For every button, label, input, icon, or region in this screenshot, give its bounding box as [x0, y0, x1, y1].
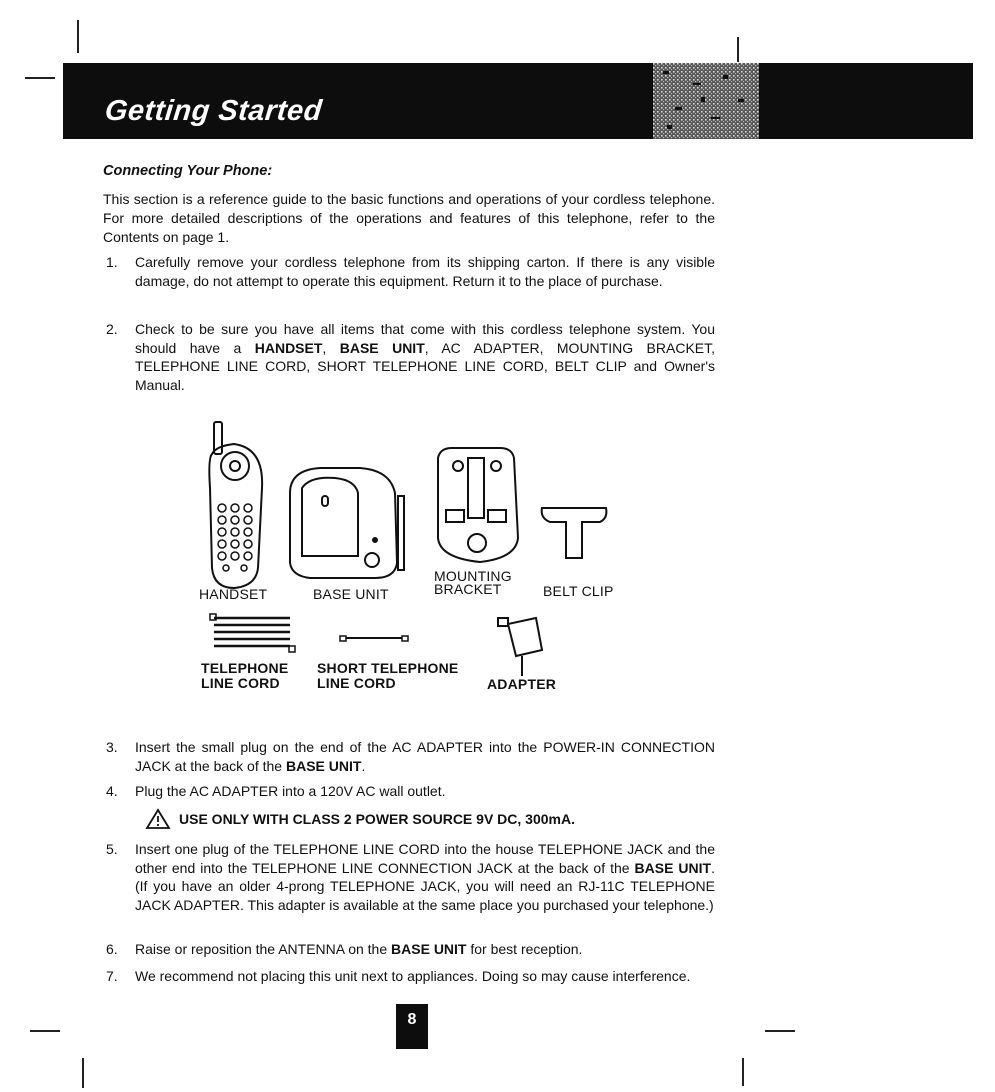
- intro-paragraph: This section is a reference guide to the basic functions and operations of your cordless telephone. For more detailed descriptions of the operations and features of this telephone, refer to the Contents on page 1.: [103, 191, 715, 245]
- step-text: We recommend not placing this unit next to appliances. Doing so may cause interference.: [135, 968, 691, 984]
- label-handset: HANDSET: [199, 586, 268, 602]
- list-item: [103, 840, 715, 934]
- base-unit-illustration: [290, 468, 404, 578]
- step-text: Plug the AC ADAPTER into a 120V AC wall outlet.: [135, 783, 446, 799]
- header-banner: [63, 63, 973, 139]
- step-text: Check to be sure you have all items that come with this cordless telephone system. You should have a HANDSET, BASE UNIT, AC ADAPTER, MOUNTING BRACKET, TELEPHONE LINE CORD, SHORT TELEPHONE LINE CORD, BELT CLIP and Owner's Manual.: [135, 321, 716, 393]
- step-number: 1.: [106, 254, 118, 270]
- step-number: 5.: [106, 841, 118, 857]
- power-warning: [145, 808, 575, 830]
- mounting-bracket-illustration: [438, 448, 518, 562]
- label-line-cord: LINE CORD: [201, 675, 280, 691]
- step-text: Carefully remove your cordless telephone from its shipping carton. If there is any visible damage, do not attempt to operate this equipment. Return it to the place of purchase.: [135, 254, 715, 289]
- contents-figure: [190, 418, 630, 708]
- list-item: [103, 320, 715, 396]
- page-number: 8: [396, 1004, 428, 1049]
- step-text: Insert the small plug on the end of the AC ADAPTER into the POWER-IN CONNECTION JACK at the back of the BASE UNIT.: [135, 739, 715, 774]
- step-text: Insert one plug of the TELEPHONE LINE CORD into the house TELEPHONE JACK and the other end into the TELEPHONE LINE CONNECTION JACK at the back of the BASE UNIT. (If you have an older 4-prong TELEPHONE JACK, you will need an RJ-11C TELEPHONE JACK ADAPTER. This adapter is available at the same place you purchased your telephone.): [135, 841, 715, 913]
- list-item: [103, 738, 715, 776]
- ac-adapter-illustration: [498, 618, 542, 676]
- label-telephone: TELEPHONE: [201, 660, 289, 676]
- warning-text: USE ONLY WITH CLASS 2 POWER SOURCE 9V DC, 300mA.: [179, 811, 575, 827]
- short-line-cord-illustration: [340, 636, 408, 641]
- label-short-line-cord: LINE CORD: [317, 675, 396, 691]
- label-belt-clip: BELT CLIP: [543, 583, 614, 599]
- label-short-telephone: SHORT TELEPHONE: [317, 660, 459, 676]
- crop-mark: [742, 1058, 744, 1086]
- belt-clip-illustration: [542, 508, 607, 558]
- step-number: 2.: [106, 321, 118, 337]
- step-text: Raise or reposition the ANTENNA on the BASE UNIT for best reception.: [135, 941, 583, 957]
- list-item: [103, 782, 715, 802]
- label-bracket: BRACKET: [434, 581, 502, 597]
- list-item: [103, 253, 715, 311]
- step-number: 3.: [106, 739, 118, 755]
- halftone-pattern: [653, 63, 759, 139]
- warning-icon: [145, 808, 171, 830]
- step-number: 4.: [106, 783, 118, 799]
- section-heading: Connecting Your Phone:: [103, 163, 273, 179]
- list-item: [103, 940, 715, 960]
- page-title: Getting Started: [103, 95, 324, 127]
- crop-mark: [30, 1030, 60, 1032]
- line-cord-illustration: [210, 614, 295, 652]
- crop-mark: [765, 1030, 795, 1032]
- label-base-unit: BASE UNIT: [313, 586, 389, 602]
- label-adapter: ADAPTER: [487, 676, 557, 692]
- crop-mark: [25, 77, 55, 79]
- crop-mark: [737, 37, 739, 62]
- handset-illustration: [209, 422, 262, 588]
- label-mounting: MOUNTING: [434, 568, 512, 584]
- step-number: 6.: [106, 941, 118, 957]
- step-number: 7.: [106, 968, 118, 984]
- list-item: [103, 967, 715, 1005]
- crop-mark: [82, 1058, 84, 1088]
- crop-mark: [77, 20, 79, 53]
